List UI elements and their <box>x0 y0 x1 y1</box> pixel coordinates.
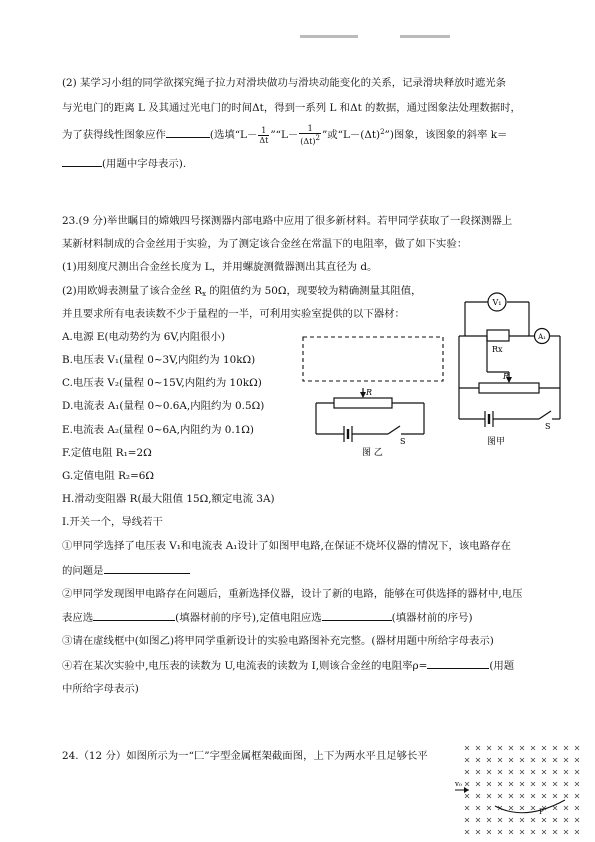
equipment-item-a: A.电源 E(电动势约为 6V,内阻很小) <box>62 331 226 343</box>
ammeter-label: A₁ <box>538 333 546 341</box>
equipment-item-h: H.滑动变阻器 R(最大阻值 15Ω,额定电流 3A) <box>62 493 275 505</box>
subq2-line2: 表应选 (填器材前的序号),定值电阻应选 (填器材前的序号) <box>62 612 473 624</box>
answer-blank <box>427 658 489 669</box>
q22-line4: (用题中字母表示). <box>62 156 540 171</box>
figure-jia-circuit <box>455 286 567 448</box>
subq1-line2: 的问题是 <box>62 563 540 578</box>
voltmeter-label: V₁ <box>492 298 502 307</box>
switch-label: S <box>545 422 551 431</box>
point-p-label: P <box>539 808 544 816</box>
figure-jia-caption: 图甲 <box>487 437 506 447</box>
v0-label: v₀ <box>455 780 462 788</box>
q23-line5: 并且要求所有电表读数不少于量程的一半，可利用实验室提供的以下器材： <box>62 308 405 320</box>
header-remnant <box>300 34 450 40</box>
equipment-item-e: E.电流表 A₂(量程 0~6A,内阻约为 0.1Ω) <box>62 424 254 436</box>
equipment-item-d: D.电流表 A₁(量程 0~0.6A,内阻约为 0.5Ω) <box>62 400 265 412</box>
trajectory-arc <box>495 800 565 813</box>
subq3: ③请在虚线框中(如图乙)将甲同学重新设计的实验电路图补充完整。(器材用题中所给字母表示) <box>62 635 494 647</box>
q22-line1: (2) 某学习小组的同学欲探究绳子拉力对滑块做功与滑块动能变化的关系，记录滑块释放时遮光条 <box>62 77 507 89</box>
subq4-line2: 中所给字母表示) <box>62 683 139 695</box>
q24-line1: 24.（12 分）如图所示为一“匚”字型金属框架截面图，上下为两水平且足够长平 <box>62 750 428 762</box>
answer-blank <box>322 610 392 621</box>
q23-line2: 某新材料制成的合金丝用于实验，为了测定该合金丝在常温下的电阻率，做了如下实验： <box>62 238 468 250</box>
equipment-item-g: G.定值电阻 R₂=6Ω <box>62 470 155 482</box>
subq4-line1: ④若在某次实验中,电压表的读数为 U,电流表的读数为 I,则该合金丝的电阻率ρ= (用题 <box>62 660 515 672</box>
fraction-1-over-dt-squared: $\frac{1}{(\Delta t)2}$ <box>300 124 320 146</box>
q23-line4: (2)用欧姆表测量了该合金丝 $R_x$ 的阻值约为 50Ω，现要较为精确测量其阻值， <box>62 285 422 298</box>
q23-line3: (1)用刻度尺测出合金丝长度为 L，并用螺旋测微器测出其直径为 d。 <box>62 261 378 273</box>
dashed-box <box>303 337 443 381</box>
q23-line1: 23.(9 分)举世瞩目的嫦娥四号探测器内部电路中应用了很多新材料。若甲同学获取了一段探测器上 <box>62 215 513 227</box>
rx-label: Rx <box>492 345 503 354</box>
figure-yi-caption: 图 乙 <box>362 448 383 458</box>
q22-line2: 与光电门的距离 L 及其通过光电门的时间Δt，得到一系列 L 和Δt 的数据，通过图象法处理数据时， <box>62 102 521 114</box>
equipment-item-f: F.定值电阻 R₁=2Ω <box>62 447 152 459</box>
switch-label: S <box>400 437 406 446</box>
equipment-item-b: B.电压表 V₁(量程 0~3V,内阻约为 10kΩ) <box>62 354 256 366</box>
answer-blank <box>104 563 190 574</box>
figure-yi-circuit <box>300 334 450 460</box>
answer-blank <box>93 610 175 621</box>
rheostat-label: R <box>366 388 373 397</box>
subq2-line1: ②甲同学发现图甲电路存在问题后，重新选择仪器，设计了新的电路，能够在可供选择的器材中,电压 <box>62 588 523 600</box>
answer-blank <box>166 127 210 138</box>
equipment-item-c: C.电压表 V₂(量程 0~15V,内阻约为 10kΩ) <box>62 377 262 389</box>
answer-blank <box>62 156 102 167</box>
rheostat-label: R <box>503 372 510 381</box>
fraction-1-over-dt: $\frac{1}{\Delta t}$ <box>259 125 269 145</box>
figure-24-magnetic-field <box>455 742 587 840</box>
subq1-line1: ①甲同学选择了电压表 V₁和电流表 A₁设计了如图甲电路,在保证不烧坏仪器的情况下，该电路存在 <box>62 540 511 552</box>
equipment-item-i: I.开关一个，导线若干 <box>62 516 163 528</box>
q22-line3: 为了获得线性图象应作 (选填“L－ $\frac{1}{\Delta t}$ ”“L－ $\frac{1}{(\Delta t)2}$ ”或“$L-(\Delta t)^2$”)图象，该图象的斜率 k＝ <box>62 124 508 146</box>
